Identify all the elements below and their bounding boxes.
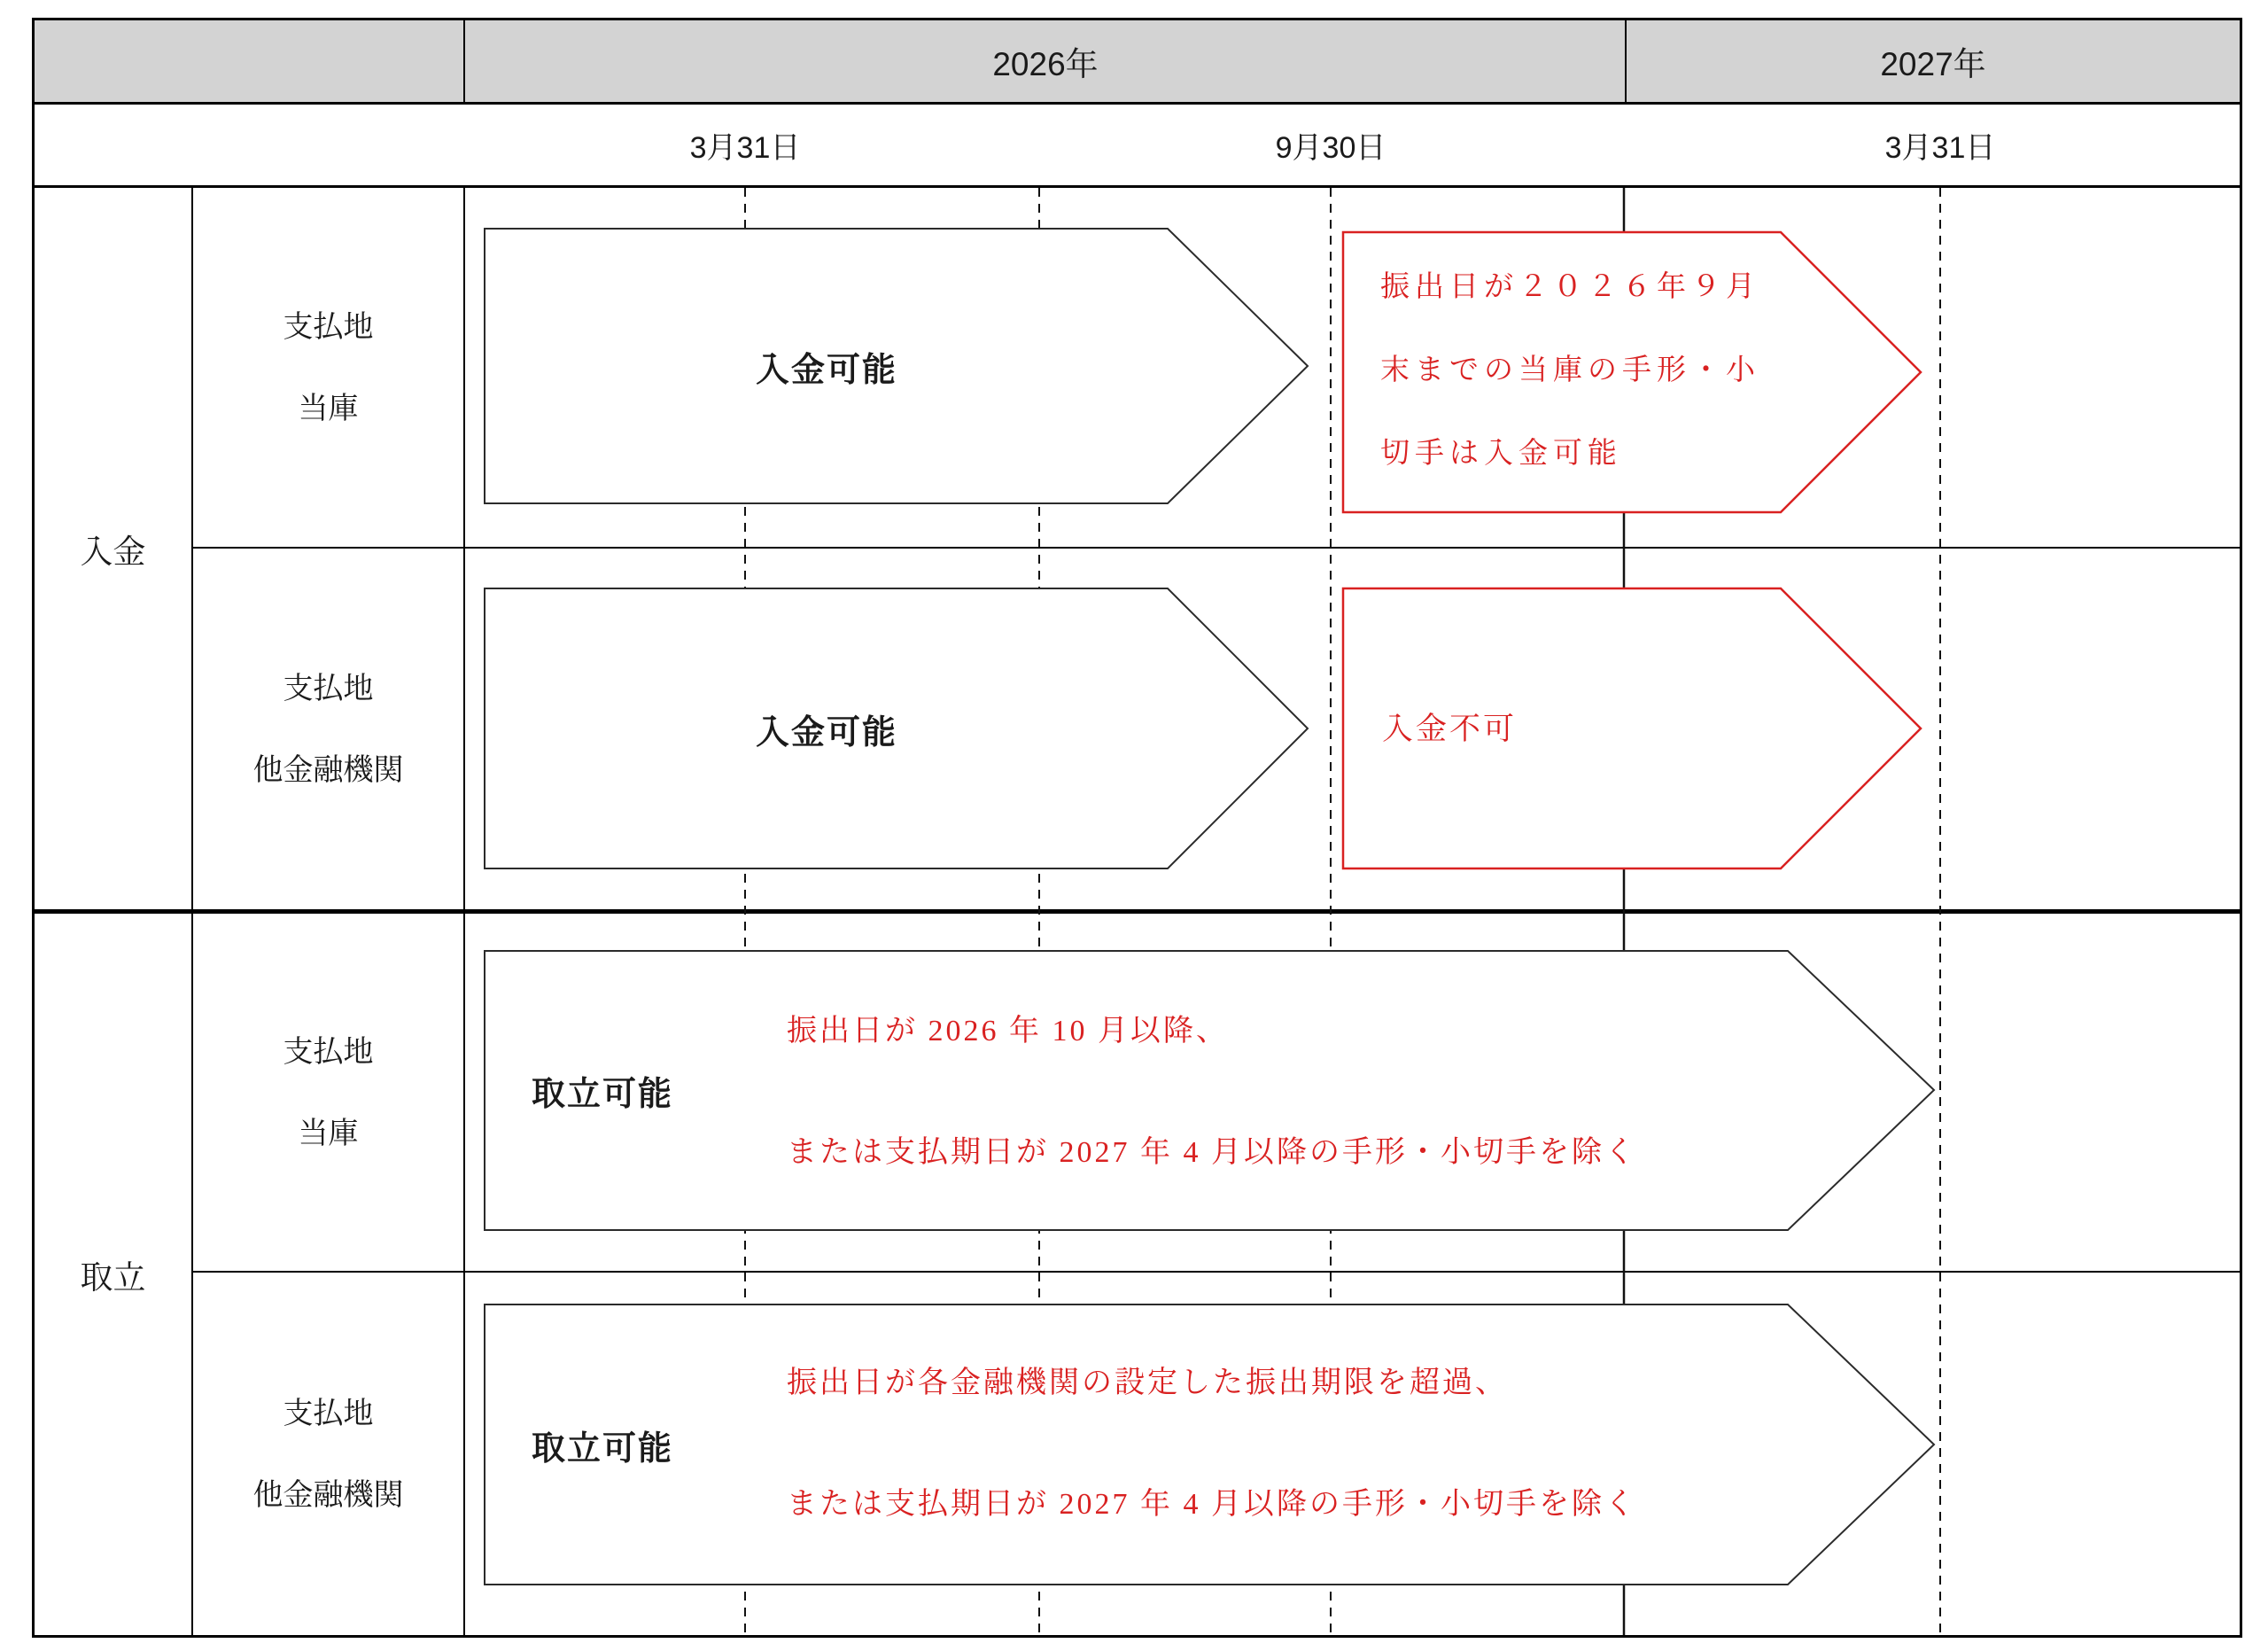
place-cell-row1 [193, 188, 463, 547]
note-deposit-row1-line3: 切手は入金可能 [1380, 437, 1622, 470]
note-collection-row4-line1: 振出日が各金融機関の設定した振出期限を超過、 [787, 1367, 1508, 1399]
note-deposit-row1-line1: 振出日が２０２６年９月 [1380, 270, 1760, 303]
place-row3-line1: 支払地 [283, 1034, 374, 1069]
place-row2-line1: 支払地 [283, 671, 374, 705]
place-cell-row4 [193, 1273, 463, 1635]
note-deposit-row2: 入金不可 [1382, 711, 1518, 746]
place-row1-line1: 支払地 [283, 309, 374, 344]
arrow-label-deposit-row1: 入金可能 [755, 351, 897, 389]
date-tick-2026-09-30: 9月30日 [1275, 130, 1386, 165]
note-deposit-row1-line2: 末までの当庫の手形・小 [1380, 354, 1760, 386]
note-deposit-row1 [1380, 245, 1797, 495]
header-year-2027: 2027年 [1880, 46, 1986, 82]
place-row4-line2: 他金融機関 [252, 1477, 404, 1512]
arrow-label-deposit-row2: 入金可能 [755, 713, 897, 752]
section-label-collection: 取立 [80, 1259, 146, 1296]
place-row3-line2: 当庫 [298, 1116, 359, 1150]
place-row4-line1: 支払地 [283, 1396, 374, 1430]
arrow-label-collection-row4: 取立可能 [532, 1429, 674, 1468]
place-cell-row2 [193, 549, 463, 909]
arrow-label-collection-row3: 取立可能 [532, 1076, 674, 1113]
place-row1-line2: 当庫 [298, 391, 359, 425]
note-collection-row3-line1: 振出日が 2026 年 10 月以降、 [787, 1015, 1229, 1047]
date-tick-2026-03-31: 3月31日 [689, 130, 801, 165]
note-collection-row3-line2: または支払期日が 2027 年 4 月以降の手形・小切手を除く [787, 1136, 1637, 1169]
date-tick-2027-03-31: 3月31日 [1884, 130, 1996, 165]
place-row2-line2: 他金融機関 [252, 752, 404, 787]
place-cell-row3 [193, 914, 463, 1271]
note-collection-row4-line2: または支払期日が 2027 年 4 月以降の手形・小切手を除く [787, 1488, 1637, 1521]
section-label-deposit: 入金 [80, 533, 146, 570]
header-year-2026: 2026年 [992, 46, 1099, 82]
header-cell-border-left [463, 20, 465, 102]
